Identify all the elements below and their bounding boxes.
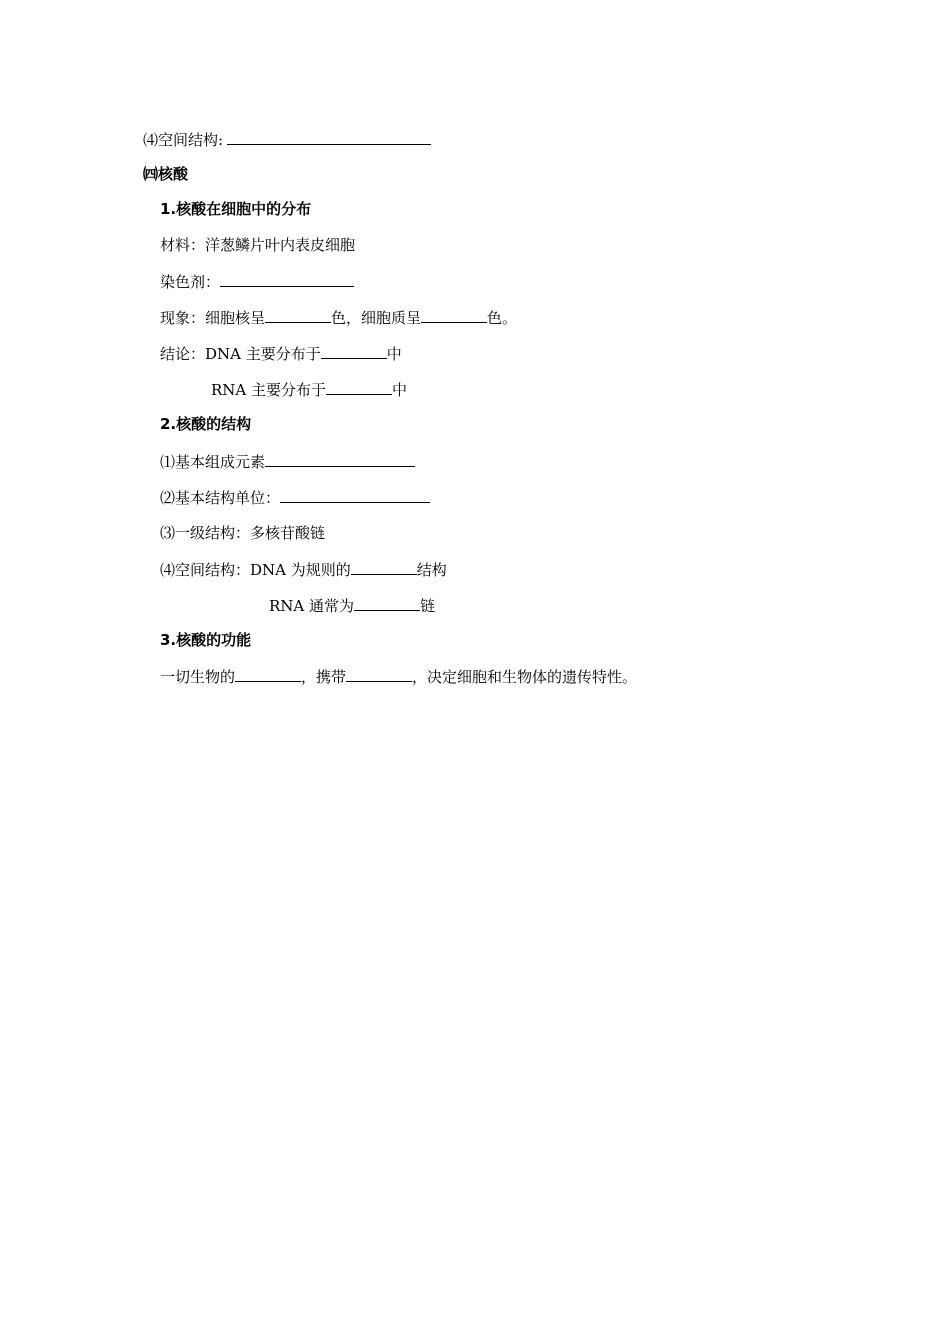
unit-label: ⑵基本结构单位： xyxy=(160,489,281,507)
conclusion-line xyxy=(160,343,402,364)
prev-item-line xyxy=(143,129,431,150)
dna-location-blank[interactable] xyxy=(321,343,387,359)
primary-structure-line: ⑶一级结构：多核苷酸链 xyxy=(160,524,326,542)
stain-line xyxy=(160,271,354,292)
function-text-3: ，决定细胞和生物体的遗传特性。 xyxy=(412,668,638,686)
phenomenon-text-3: 色。 xyxy=(487,309,518,327)
part2-title: 2.核酸的结构 xyxy=(160,415,252,433)
elements-blank[interactable] xyxy=(265,451,415,467)
function-line xyxy=(160,666,637,687)
rna-location-line xyxy=(211,379,407,400)
function-blank-1[interactable] xyxy=(235,666,301,682)
stain-blank[interactable] xyxy=(220,271,354,287)
spatial-text-2: 结构 xyxy=(416,561,447,579)
function-text-1: 一切生物的 xyxy=(160,668,236,686)
part3-title: 3.核酸的功能 xyxy=(160,631,252,649)
rna-text-2: 中 xyxy=(392,381,408,399)
blank-field[interactable] xyxy=(227,129,431,145)
elements-line xyxy=(160,451,415,472)
rna-text-1: RNA 主要分布于 xyxy=(211,381,327,399)
phenomenon-text-1: 现象：细胞核呈 xyxy=(160,309,266,327)
part1-title: 1.核酸在细胞中的分布 xyxy=(160,200,312,218)
function-blank-2[interactable] xyxy=(346,666,412,682)
spatial-structure-line xyxy=(160,559,447,580)
function-text-2: ，携带 xyxy=(301,668,347,686)
nucleus-color-blank[interactable] xyxy=(265,307,331,323)
dna-structure-blank[interactable] xyxy=(351,559,417,575)
rna-structure-text-1: RNA 通常为 xyxy=(269,597,355,615)
conclusion-text-1: 结论：DNA 主要分布于 xyxy=(160,345,321,363)
rna-structure-line xyxy=(269,595,435,616)
stain-label: 染色剂： xyxy=(160,273,221,291)
spatial-text-1: ⑷空间结构：DNA 为规则的 xyxy=(160,561,351,579)
unit-blank[interactable] xyxy=(280,487,430,503)
conclusion-text-2: 中 xyxy=(386,345,402,363)
cytoplasm-color-blank[interactable] xyxy=(421,307,487,323)
section-title: ㈣核酸 xyxy=(143,165,189,183)
elements-label: ⑴基本组成元素 xyxy=(160,453,266,471)
unit-line xyxy=(160,487,430,508)
phenomenon-text-2: 色，细胞质呈 xyxy=(331,309,422,327)
prev-item-label: ⑷空间结构: xyxy=(143,131,224,149)
rna-location-blank[interactable] xyxy=(326,379,392,395)
material-line: 材料：洋葱鳞片叶内表皮细胞 xyxy=(160,236,356,254)
rna-structure-blank[interactable] xyxy=(354,595,420,611)
rna-structure-text-2: 链 xyxy=(420,597,436,615)
phenomenon-line xyxy=(160,307,517,328)
